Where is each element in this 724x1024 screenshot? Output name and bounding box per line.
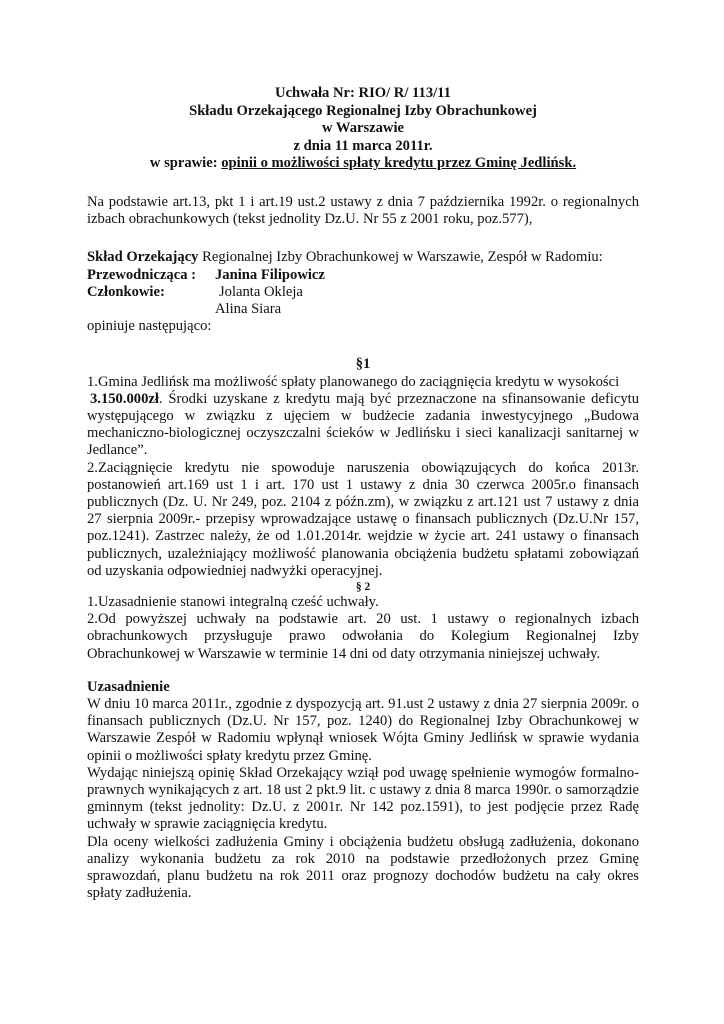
chair-row [87,267,639,284]
panel-title [87,249,639,266]
section-2-heading: § 2 [355,581,371,594]
member-row-2 [87,301,639,318]
subject-prefix: w sprawie: [149,155,222,172]
section-1-heading: §1 [355,356,371,373]
issuing-body: Składu Orzekającego Regionalnej Izby Obrachunkowej [189,102,537,119]
subject-text: opinii o możliwości spłaty kredytu przez Gminę Jedlińsk. [221,155,577,172]
chair-name: Janina Filipowicz [215,266,325,283]
resolution-date: z dnia 11 marca 2011r. [293,137,433,154]
section-1-point-1: 1.Gmina Jedlińsk ma możliwość spłaty planowanego do zaciągnięcia kredytu w wysokości 3.150.000zł. Środki uzyskane z kredytu mają być przeznaczone na sfinansowanie deficytu występującego w związku z ujęciem w budżecie zadania inwestycyjnego „Budowa mechaniczno-biologicznej oczyszczalni ścieków w Jedlińsku i sieci kanalizacji sanitarnej w Jedlance”. [87,373,639,459]
resolution-number: Uchwała Nr: RIO/ R/ 113/11 [275,85,451,101]
justification-paragraph-3: Dla oceny wielkości zadłużenia Gminy i obciążenia budżetu obsługą zadłużenia, dokonano analizy wykonania budżetu za rok 2010 na podstawie przedłożonych przez Gminę sprawozdań, planu budżetu na rok 2011 oraz prognozy dochodów budżetu na cały okres spłaty zadłużenia. [87,833,639,902]
justification-paragraph-2: Wydając niniejszą opinię Skład Orzekający wziął pod uwagę spełnienie wymogów formalno-prawnych wynikających z art. 18 ust 2 pkt.9 lit. c ustawy z dnia 8 marca 1990r. o samorządzie gminnym (tekst jednolity: Dz.U. z 2001r. Nr 142 poz.1591), to jest podjęcie przez Radę uchwały w sprawie zaciągnięcia kredytu. [87,764,639,833]
members-row [87,284,639,301]
resolution-subject [87,155,639,173]
legal-basis: Na podstawie art.13, pkt 1 i art.19 ust.2 ustawy z dnia 7 października 1992r. o regionalnych izbach obrachunkowych (tekst jednolity Dz.U. Nr 55 z 2001 roku, poz.577), [87,193,639,228]
section-2-point-1: 1.Uzasadnienie stanowi integralną cześć uchwały. [87,594,379,611]
loan-amount: 3.150.000zł [90,390,159,407]
panel-title-rest: Regionalnej Izby Obrachunkowej w Warszawie, Zespół w Radomiu: [198,249,603,266]
section-2-point-2: 2.Od powyższej uchwały na podstawie art. 20 ust. 1 ustawy o regionalnych izbach obrachunkowych przysługuje prawo odwołania do Kolegium Regionalnej Izby Obrachunkowej w Warszawie w terminie 14 dni od daty otrzymania niniejszej uchwały. [87,611,639,662]
section-1-point-2: 2.Zaciągnięcie kredytu nie spowoduje naruszenia obowiązujących do końca 2013r. postanowień art.169 ust 1 i art. 170 ust 1 ustawy z dnia 30 czerwca 2005r.o finansach publicznych (Dz. U. Nr 249, poz. 2104 z późn.zm), w związku z art.121 ust 7 ustawy z dnia 27 sierpnia 2009r.- przepisy wprowadzające ustawę o finansach publicznych (Dz.U.Nr 157, poz.1241). Zastrzec należy, że od 1.01.2014r. wejdzie w życie art. 241 ustawy o finansach publicznych, uzależniający możliwość planowania obciążenia budżetu spłatami zobowiązań od uzyskania odpowiedniej nadwyżki operacyjnej. [87,459,639,579]
resolution-header [87,85,639,173]
member-name: Alina Siara [215,300,282,317]
panel-title-bold: Skład Orzekający [87,249,199,266]
member-name: Jolanta Okleja [219,283,303,300]
chair-label: Przewodnicząca : [87,266,197,283]
justification-heading: Uzasadnienie [87,678,170,695]
issuing-city: w Warszawie [321,120,404,137]
document-page [87,85,639,902]
members-label: Członkowie: [87,283,165,300]
opinion-intro: opiniuje następująco: [87,318,212,335]
justification-paragraph-1: W dniu 10 marca 2011r., zgodnie z dyspozycją art. 91.ust 2 ustawy z dnia 27 sierpnia 2009r. o finansach publicznych (Dz.U. Nr 157, poz. 1240) do Regionalnej Izby Obrachunkowej w Warszawie Zespół w Radomiu wpłynął wniosek Wójta Gminy Jedlińsk w sprawie wydania opinii o możliwości spłaty kredytu przez Gminę. [87,696,639,764]
